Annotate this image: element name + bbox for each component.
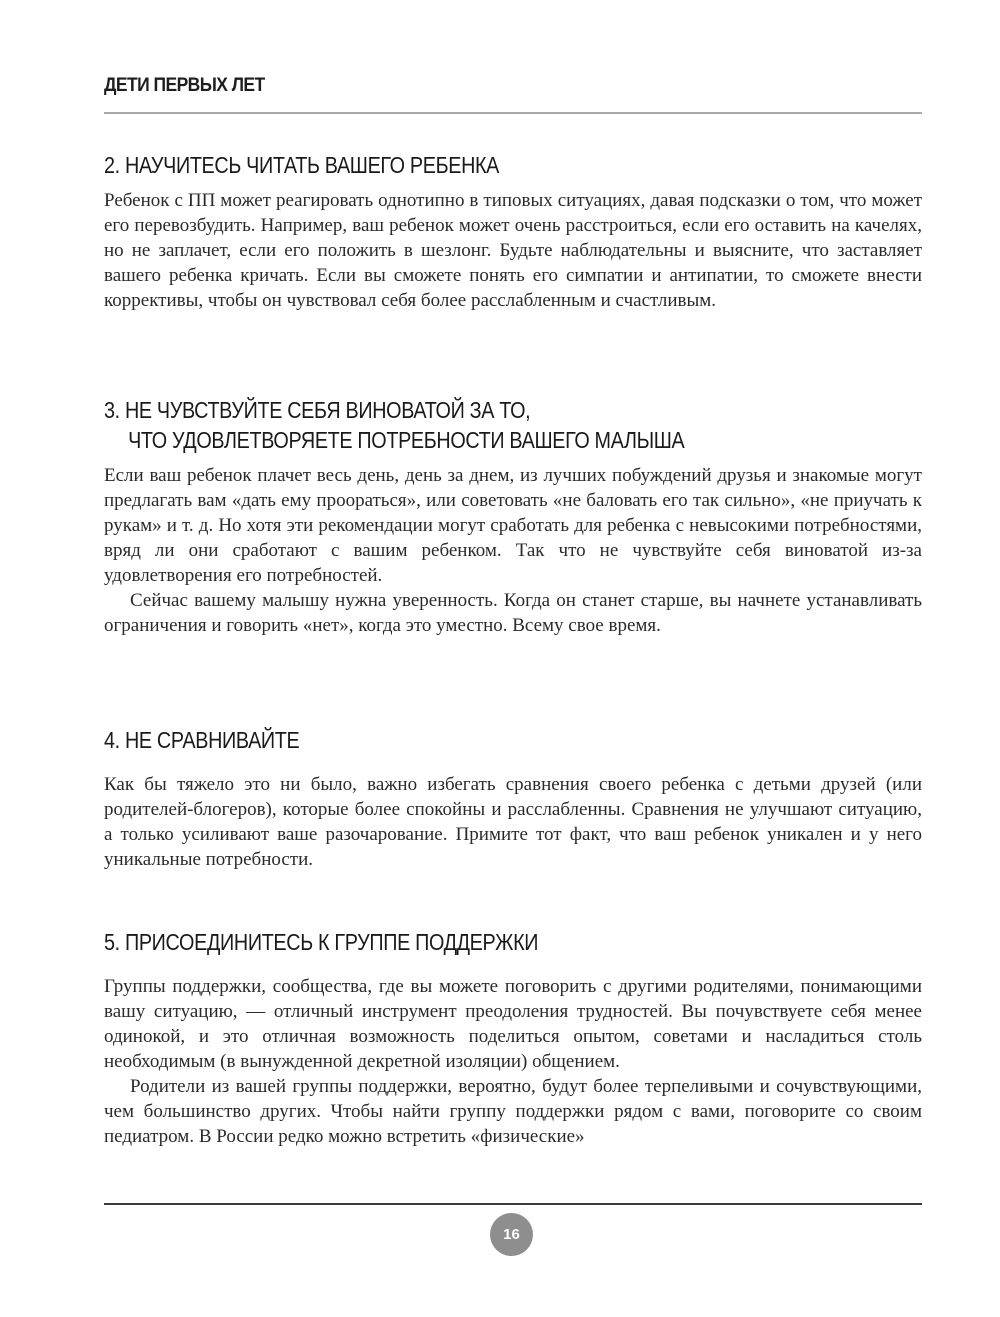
paragraph: Родители из вашей группы поддержки, вероятно, будут более терпеливыми и сочувствующими, чем большинство других. Чтобы найти группу поддержки рядом с вами, поговорите со своим педиатром. В России редко можно встретить «физические» xyxy=(104,1076,922,1147)
section-heading: 5. ПРИСОЕДИНИТЕСЬ К ГРУППЕ ПОДДЕРЖКИ xyxy=(104,929,539,955)
paragraph: Сейчас вашему малышу нужна уверенность. Когда он станет старше, вы начнете устанавливать ограничения и говорить «нет», когда это уместно. Всему свое время. xyxy=(104,590,922,636)
paragraph: Ребенок с ПП может реагировать однотипно в типовых ситуациях, давая подсказки о том, что может его перевозбудить. Например, ваш ребенок может очень расстроиться, если его оставить на качелях, но не заплачет, если его положить в шезлонг. Будьте наблюдательны и выясните, что заставляет вашего ребенка кричать. Если вы сможете понять его симпатии и антипатии, то сможете внести коррективы, чтобы он чувствовал себя более расслабленным и счастливым. xyxy=(104,190,922,311)
running-head-title: ДЕТИ ПЕРВЫХ ЛЕТ xyxy=(104,75,265,96)
section-heading: 2. НАУЧИТЕСЬ ЧИТАТЬ ВАШЕГО РЕБЕНКА xyxy=(104,152,500,178)
header-divider xyxy=(104,112,922,114)
footer-divider xyxy=(104,1203,922,1205)
paragraph: Группы поддержки, сообщества, где вы можете поговорить с другими родителями, понимающими вашу ситуацию, — отличный инструмент преодоления трудностей. Вы почувствуете себя менее одинокой, и это отличная возможность поделиться опытом, советами и насладиться столь необходимым (в вынужденной декретной изоляции) общением. xyxy=(104,976,922,1072)
paragraph: Как бы тяжело это ни было, важно избегать сравнения своего ребенка с детьми друзей (или родителей-блогеров), которые более спокойны и расслабленны. Сравнения не улучшают ситуацию, а только усиливают ваше разочарование. Примите тот факт, что ваш ребенок уникален и у него уникальные потребности. xyxy=(104,774,922,870)
section-heading-line-2: ЧТО УДОВЛЕТВОРЯЕТЕ ПОТРЕБНОСТИ ВАШЕГО МАЛЫША xyxy=(128,427,685,453)
paragraph: Если ваш ребенок плачет весь день, день за днем, из лучших побуждений друзья и знакомые могут предлагать вам «дать ему проораться», или советовать «не баловать его так сильно», «не приучать к рукам» и т. д. Но хотя эти рекомендации могут сработать для ребенка с невысокими потребностями, вряд ли они сработают с вашим ребенком. Так что не чувствуйте себя виноватой из-за удовлетворения его потребностей. xyxy=(104,465,922,586)
section-heading-line-1: 3. НЕ ЧУВСТВУЙТЕ СЕБЯ ВИНОВАТОЙ ЗА ТО, xyxy=(104,397,531,423)
section-2 xyxy=(104,150,922,313)
section-heading xyxy=(104,395,807,455)
page-number-badge: 16 xyxy=(490,1213,533,1256)
section-3 xyxy=(104,395,922,638)
section-5 xyxy=(104,927,922,1149)
section-4 xyxy=(104,725,922,872)
section-heading: 4. НЕ СРАВНИВАЙТЕ xyxy=(104,727,300,753)
